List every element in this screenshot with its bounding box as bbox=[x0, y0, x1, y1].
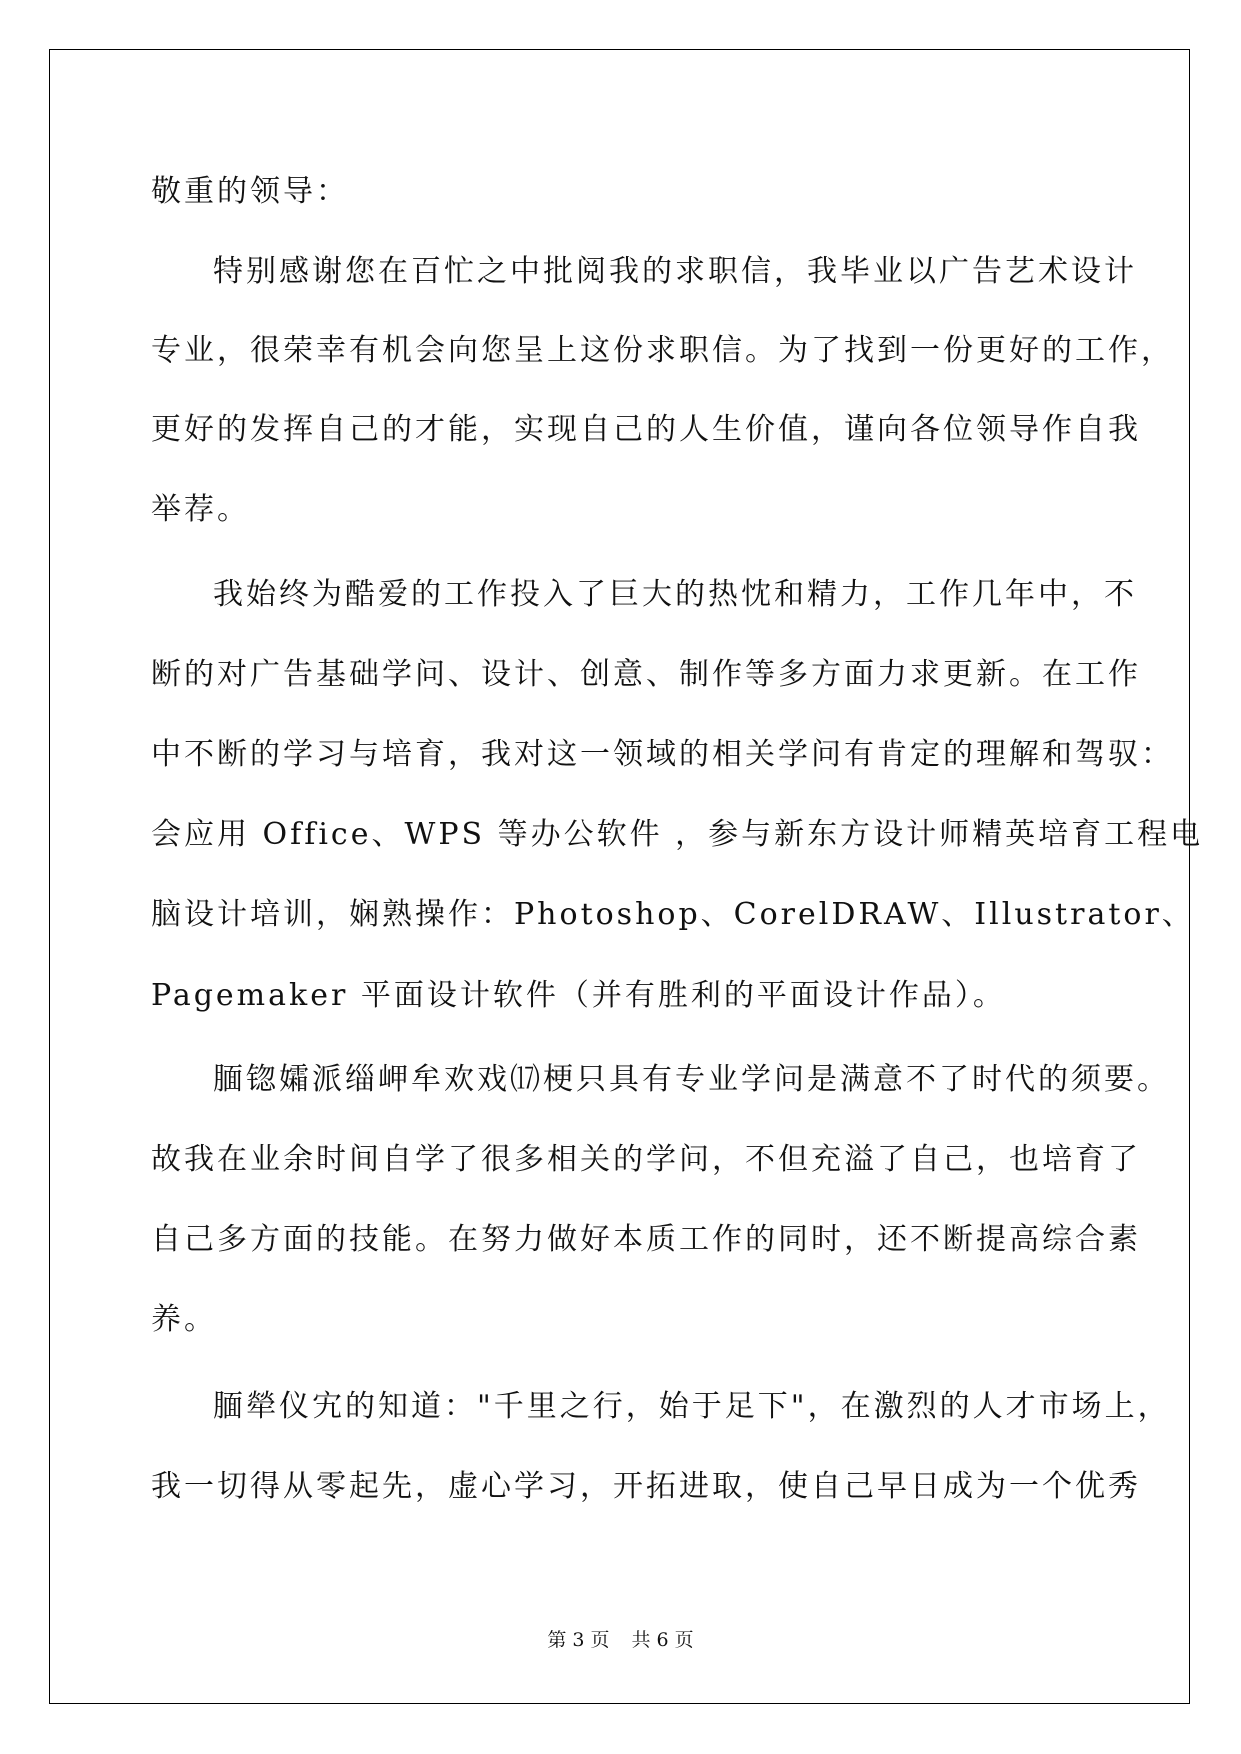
page-number-current: 第 3 页 bbox=[547, 1629, 610, 1651]
paragraph-2-line-4: 会应用 Office、WPS 等办公软件 ，参与新东方设计师精英培育工程电 bbox=[151, 817, 1204, 852]
paragraph-2-line-2: 断的对广告基础学问、设计、创意、制作等多方面力求更新。在工作 bbox=[151, 657, 1141, 692]
paragraph-3-line-3: 自己多方面的技能。在努力做好本质工作的同时，还不断提高综合素 bbox=[151, 1222, 1141, 1257]
page-border bbox=[49, 49, 1190, 1704]
paragraph-4-line-1: 腼犖仪宄的知道："千里之行，始于足下"，在激烈的人才市场上， bbox=[213, 1389, 1171, 1424]
paragraph-1-line-1: 特别感谢您在百忙之中批阅我的求职信，我毕业以广告艺术设计 bbox=[213, 254, 1137, 289]
paragraph-1-line-2: 专业，很荣幸有机会向您呈上这份求职信。为了找到一份更好的工作， bbox=[151, 333, 1174, 368]
paragraph-1-line-3: 更好的发挥自己的才能，实现自己的人生价值，谨向各位领导作自我 bbox=[151, 412, 1141, 447]
paragraph-2-line-5: 脑设计培训，娴熟操作：Photoshop、CorelDRAW、Illustrator、 bbox=[151, 897, 1195, 932]
salutation: 敬重的领导： bbox=[151, 174, 349, 209]
paragraph-2-line-1: 我始终为酷爱的工作投入了巨大的热忱和精力，工作几年中，不 bbox=[213, 577, 1137, 612]
page-number-total: 共 6 页 bbox=[631, 1629, 694, 1651]
paragraph-1-line-4: 举荐。 bbox=[151, 492, 250, 527]
paragraph-2-line-6: Pagemaker 平面设计软件（并有胜利的平面设计作品）。 bbox=[151, 978, 1006, 1013]
paragraph-4-line-2: 我一切得从零起先，虚心学习，开拓进取，使自己早日成为一个优秀 bbox=[151, 1469, 1141, 1504]
paragraph-2-line-3: 中不断的学习与培育，我对这一领域的相关学问有肯定的理解和驾驭： bbox=[151, 737, 1174, 772]
page-footer bbox=[0, 1627, 1241, 1653]
paragraph-3-line-2: 故我在业余时间自学了很多相关的学问，不但充溢了自己，也培育了 bbox=[151, 1142, 1141, 1177]
paragraph-3-line-4: 养。 bbox=[151, 1302, 217, 1337]
paragraph-3-line-1: 腼锪孀派缁岬牟欢戏⒄梗只具有专业学问是满意不了时代的须要。 bbox=[213, 1062, 1170, 1097]
